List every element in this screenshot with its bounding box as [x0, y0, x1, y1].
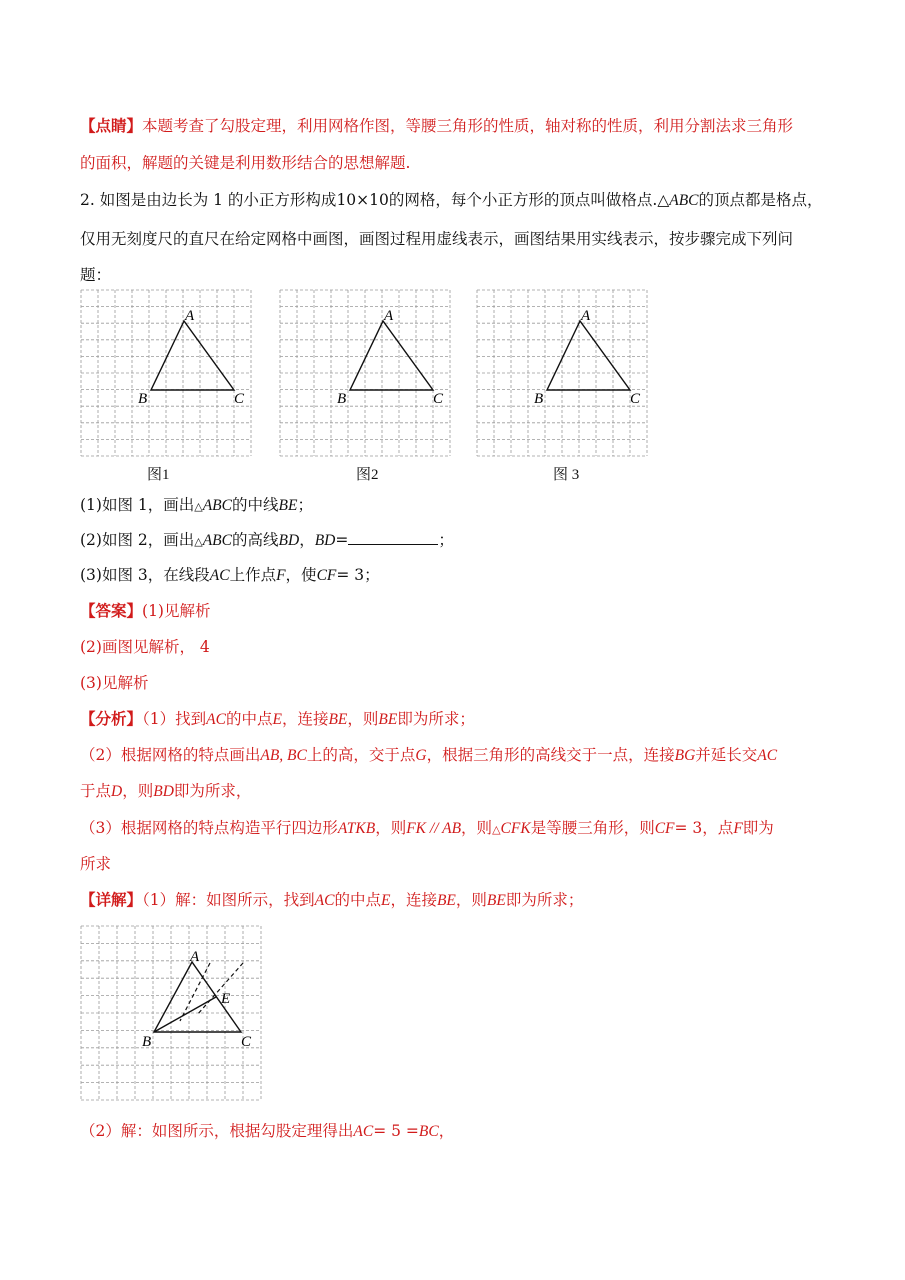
math-ac: AC	[206, 711, 226, 728]
triangle-symbol: △	[657, 191, 670, 209]
q2-bd: BD	[278, 532, 300, 549]
analysis-text: （2）根据网格的特点画出	[80, 746, 261, 764]
analysis-text: 即为所求，	[173, 782, 252, 800]
triangle-symbol: △	[492, 823, 501, 836]
analysis-text: ，则	[461, 819, 493, 837]
problem-mid: 的网格，每个小正方形的顶点叫做格点.	[388, 191, 658, 209]
q3-val: = 3	[336, 566, 365, 584]
answer-line-1	[80, 601, 210, 621]
math-ab-bc: AB, BC	[260, 747, 307, 764]
q3-prefix: (3)如图 3，在线段	[80, 566, 210, 584]
math-e: E	[272, 711, 282, 728]
math-ac: AC	[314, 892, 335, 909]
label-b: B	[337, 391, 347, 407]
analysis-text: 上的高，交于点	[306, 746, 416, 764]
q3-cf: CF	[316, 567, 337, 584]
label-c: C	[433, 391, 444, 407]
math-cfk: CFK	[500, 820, 531, 837]
detail-text: ，则	[455, 891, 487, 909]
q2-triangle-name: ABC	[202, 532, 232, 549]
question-2	[80, 530, 454, 552]
math-bc: BC	[418, 1123, 439, 1140]
label-c: C	[234, 391, 245, 407]
dianjing-tag: 【点睛】	[80, 116, 143, 135]
figure-1-grid	[80, 289, 252, 457]
problem-prefix: 2. 如图是由边长为 1 的小正方形构成	[80, 191, 337, 209]
q1-mid: 的中线	[232, 496, 279, 514]
answer-blank	[348, 530, 438, 545]
math-be: BE	[436, 892, 456, 909]
math-bg: BG	[674, 747, 696, 764]
dianjing-text-1: 本题考查了勾股定理，利用网格作图，等腰三角形的性质，轴对称的性质，利用分割法求三角形	[142, 117, 794, 135]
label-b: B	[534, 391, 544, 407]
triangle-symbol: △	[194, 535, 203, 548]
grid-lines	[280, 290, 450, 456]
math-be: BE	[378, 711, 398, 728]
triangle-abc	[151, 321, 234, 390]
detail-tag: 【详解】	[80, 890, 143, 909]
answer-line-2	[80, 637, 210, 657]
triangle-abc	[547, 321, 630, 390]
problem-grid-size: 10×10	[336, 191, 389, 209]
math-e: E	[380, 892, 391, 909]
problem-suffix: 的顶点都是格点，	[698, 191, 823, 209]
analysis-text: ，则	[122, 782, 154, 800]
detail-text: 的中点	[334, 891, 381, 909]
q3-f: F	[276, 567, 286, 584]
label-a: A	[581, 308, 591, 324]
detail-text: 即为所求；	[505, 891, 584, 909]
grid-lines	[81, 290, 251, 456]
analysis-text: 并延长交	[695, 746, 758, 764]
analysis-text: 所求	[80, 855, 112, 873]
analysis-text: ，连接	[281, 710, 329, 728]
triangle-name: ABC	[669, 192, 699, 209]
detail-text: （2）解：如图所示，根据勾股定理得出	[80, 1122, 354, 1140]
math-eq: = 3	[674, 819, 703, 837]
label-c: C	[630, 391, 641, 407]
label-a: A	[190, 949, 200, 965]
grid-lines	[81, 926, 261, 1100]
problem-text-2: 仅用无刻度尺的直尺在给定网格中画图，画图过程用虚线表示，画图结果用实线表示，按步骤完成下列问	[80, 230, 794, 248]
triangle-abc	[350, 321, 433, 390]
question-3	[80, 565, 380, 586]
label-b: B	[142, 1034, 152, 1050]
analysis-line-3	[80, 781, 251, 802]
problem-line-3	[80, 265, 111, 285]
dianjing-line-2	[80, 153, 410, 173]
solution-figure-grid	[80, 925, 262, 1101]
answer-1: (1)见解析	[142, 602, 211, 620]
analysis-text: ，根据三角形的高线交于一点，连接	[426, 746, 675, 764]
math-eq: = 5 =	[373, 1122, 419, 1140]
q2-mid: 的高线	[232, 531, 279, 549]
analysis-line-4	[80, 818, 774, 840]
problem-text-3: 题：	[80, 266, 112, 284]
math-fk-parallel-ab: FK // AB	[406, 820, 462, 837]
q2-end: ；	[438, 531, 454, 549]
math-bd: BD	[153, 783, 174, 800]
q1-be: BE	[278, 497, 298, 514]
q3-ac: AC	[209, 567, 230, 584]
figure-2-caption: 图2	[356, 467, 379, 483]
math-ac: AC	[353, 1123, 374, 1140]
q2-eq: =	[335, 531, 349, 549]
q3-mid-2: ，使	[285, 566, 317, 584]
analysis-text: ，则	[347, 710, 379, 728]
math-ac: AC	[757, 747, 778, 764]
analysis-text: 的中点	[225, 710, 273, 728]
answer-3: (3)见解析	[80, 674, 149, 692]
label-a: A	[185, 308, 195, 324]
detail-line-2	[80, 1121, 454, 1142]
detail-text: （1）解：如图所示，找到	[142, 891, 315, 909]
analysis-line-5	[80, 854, 111, 874]
analysis-text: ，点	[702, 819, 734, 837]
figure-3-grid	[476, 289, 648, 457]
analysis-text: 即为所求；	[397, 710, 475, 728]
math-be: BE	[328, 711, 348, 728]
dashed-construction-line	[180, 963, 210, 1021]
label-a: A	[384, 308, 394, 324]
problem-line-1	[80, 190, 823, 211]
q3-mid: 上作点	[229, 566, 277, 584]
question-1	[80, 495, 313, 517]
math-f: F	[733, 820, 743, 837]
q3-end: ；	[364, 566, 380, 584]
answer-line-3	[80, 673, 148, 693]
figure-2-grid	[279, 289, 451, 457]
triangle-symbol: △	[194, 500, 203, 513]
label-c: C	[241, 1034, 252, 1050]
problem-line-2	[80, 229, 793, 249]
analysis-text: 是等腰三角形，则	[530, 819, 655, 837]
analysis-tag: 【分析】	[80, 709, 143, 728]
analysis-line-1	[80, 709, 475, 730]
math-g: G	[415, 747, 427, 764]
math-atkb: ATKB	[337, 820, 376, 837]
q1-triangle-name: ABC	[202, 497, 232, 514]
q2-bd-2: BD	[314, 532, 336, 549]
dashed-construction-line	[197, 963, 243, 1015]
q2-prefix: (2)如图 2，画出	[80, 531, 195, 549]
math-be: BE	[486, 892, 506, 909]
detail-line-1	[80, 890, 583, 911]
dianjing-line-1	[80, 116, 793, 136]
q2-sep: ，	[299, 531, 315, 549]
grid-lines	[477, 290, 647, 456]
analysis-text: 于点	[80, 782, 112, 800]
q1-prefix: (1)如图 1，画出	[80, 496, 195, 514]
answer-2: (2)画图见解析， 4	[80, 638, 210, 656]
analysis-text: ，则	[375, 819, 407, 837]
detail-text: ，	[438, 1122, 455, 1140]
math-cf: CF	[654, 820, 675, 837]
detail-text: ，连接	[390, 891, 437, 909]
analysis-text: （3）根据网格的特点构造平行四边形	[80, 819, 338, 837]
figure-1-caption: 图1	[147, 467, 170, 483]
analysis-text: 即为	[742, 819, 774, 837]
label-b: B	[138, 391, 148, 407]
analysis-text: （1）找到	[142, 710, 207, 728]
label-e: E	[221, 991, 231, 1007]
figure-3-caption: 图 3	[553, 467, 580, 483]
answer-tag: 【答案】	[80, 601, 143, 620]
analysis-line-2	[80, 745, 777, 766]
q1-end: ；	[297, 496, 313, 514]
dianjing-text-2: 的面积，解题的关键是利用数形结合的思想解题.	[80, 154, 411, 172]
math-d: D	[111, 783, 123, 800]
